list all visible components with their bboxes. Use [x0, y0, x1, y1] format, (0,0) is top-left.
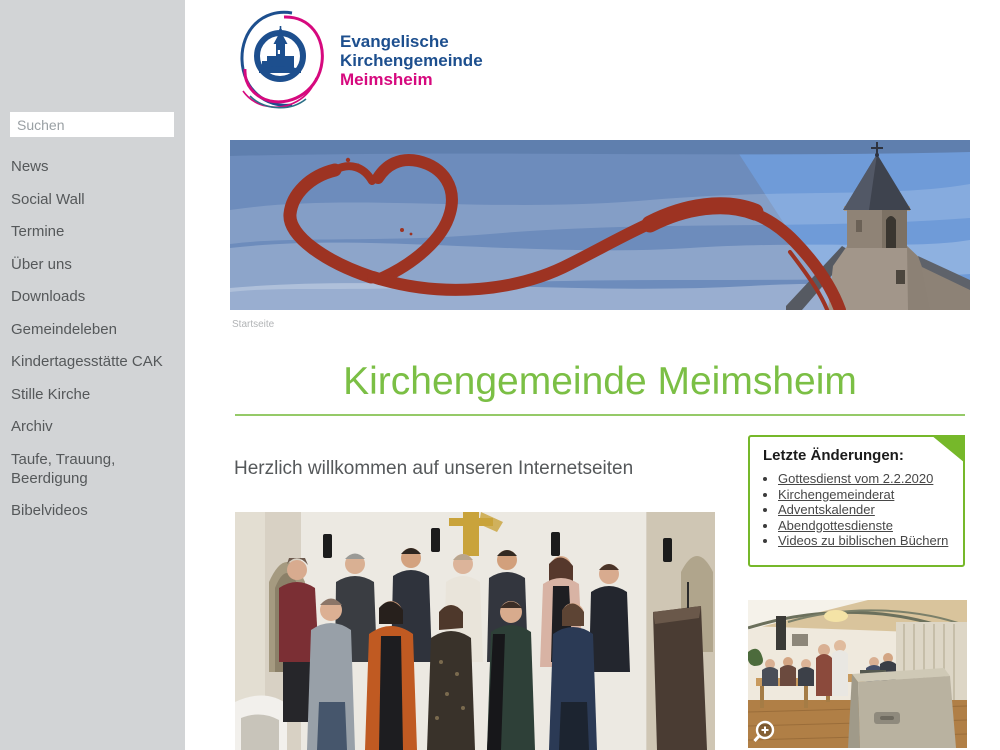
link-gottesdienst[interactable]: Gottesdienst vom 2.2.2020 — [778, 471, 934, 486]
link-kirchengemeinderat[interactable]: Kirchengemeinderat — [778, 486, 895, 502]
sidebar-item-bibelvideos[interactable]: Bibelvideos — [11, 502, 88, 519]
sidebar — [0, 0, 185, 750]
site-logo[interactable] — [232, 6, 483, 112]
latest-changes-box — [748, 435, 965, 567]
sidebar-item-social-wall[interactable]: Social Wall — [11, 190, 85, 208]
latest-changes-list — [764, 471, 963, 549]
sidebar-nav — [11, 157, 179, 534]
welcome-heading: Herzlich willkommen auf unseren Internetseiten — [234, 458, 634, 479]
logo-line1: Evangelische — [340, 32, 449, 51]
sidebar-item-downloads[interactable]: Downloads — [11, 288, 86, 305]
search-input[interactable] — [10, 112, 174, 137]
list-item — [778, 487, 963, 503]
search-box — [10, 112, 174, 137]
ballot-box — [848, 668, 956, 748]
sidebar-item-ueber-uns[interactable]: Über uns — [11, 255, 72, 273]
sidebar-item-kindertagesstaette[interactable]: Kindertagesstätte CAK — [11, 353, 163, 370]
sidebar-item-termine[interactable]: Termine — [11, 223, 65, 240]
meeting-room-photo[interactable] — [748, 600, 967, 748]
list-item — [778, 533, 963, 549]
list-item — [778, 518, 963, 534]
banner-illustration — [230, 140, 970, 310]
sidebar-item-news[interactable]: News — [11, 158, 49, 175]
list-item — [778, 502, 963, 518]
logo-line3: Meimsheim — [340, 70, 433, 89]
link-adventskalender[interactable]: Adventskalender — [778, 502, 875, 518]
church-logo-icon — [232, 6, 328, 112]
page-title: Kirchengemeinde Meimsheim — [343, 360, 857, 403]
header-banner-image — [230, 140, 970, 310]
banner-caption: Startseite — [232, 319, 275, 330]
group-photo[interactable] — [235, 512, 715, 750]
title-divider — [235, 414, 965, 416]
latest-changes-title: Letzte Änderungen: — [763, 447, 904, 464]
sidebar-item-stille-kirche[interactable]: Stille Kirche — [11, 385, 91, 403]
logo-wordmark — [340, 6, 483, 112]
link-videos-biblische-buecher[interactable]: Videos zu biblischen Büchern — [778, 533, 949, 549]
logo-line2: Kirchengemeinde — [340, 51, 483, 70]
sidebar-item-gemeindeleben[interactable]: Gemeindeleben — [11, 320, 117, 338]
folded-corner-icon — [931, 435, 965, 463]
link-abendgottesdienste[interactable]: Abendgottesdienste — [778, 517, 893, 533]
sidebar-item-archiv[interactable]: Archiv — [11, 418, 53, 435]
sidebar-item-taufe-trauung-beerdigung[interactable]: Taufe, Trauung, Beerdigung — [11, 450, 116, 487]
list-item — [778, 471, 963, 487]
